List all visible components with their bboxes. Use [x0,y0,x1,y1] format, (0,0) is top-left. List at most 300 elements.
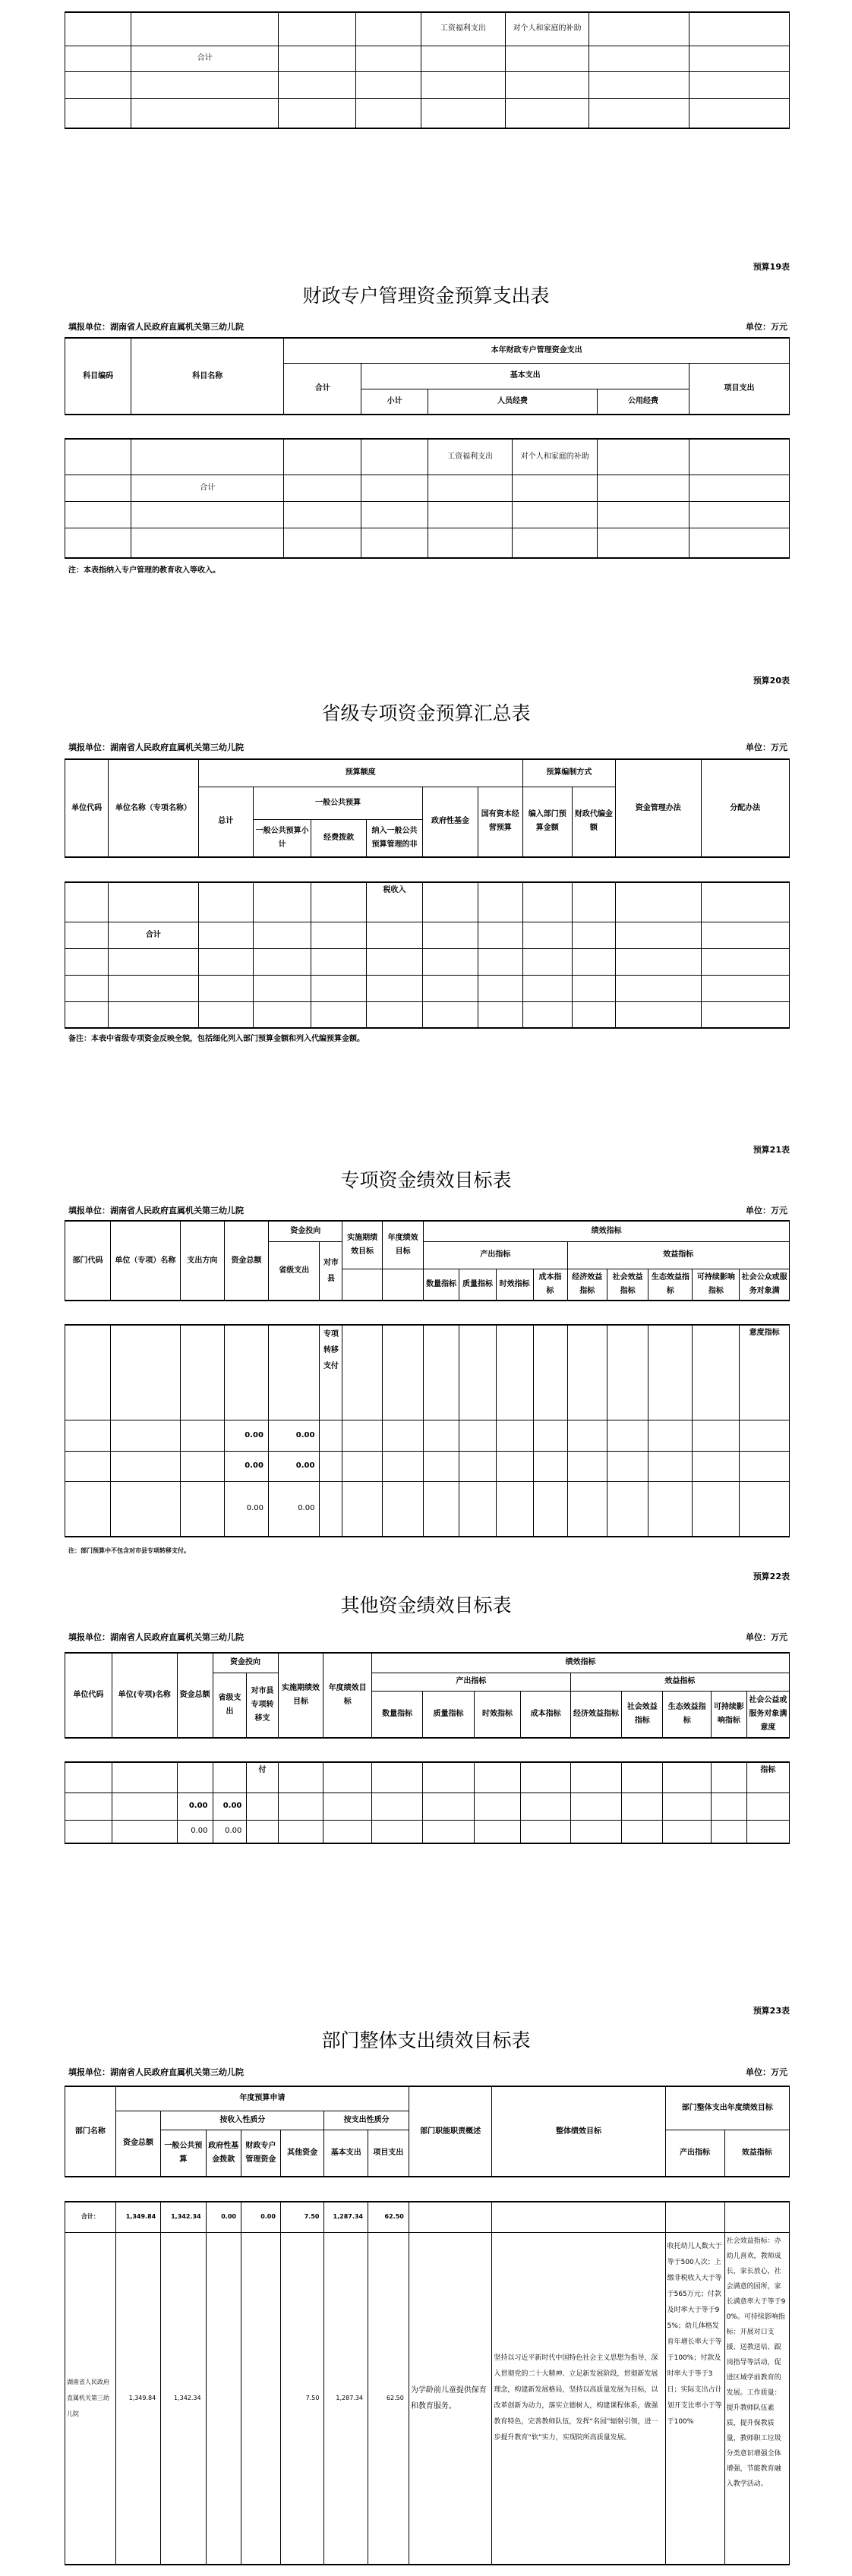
t23-header [65,2086,790,2177]
cell [663,1820,712,1843]
cell [311,922,367,948]
cell [65,948,109,975]
cell [506,98,589,128]
cell [361,501,428,528]
cell [65,528,131,558]
cell [492,2202,665,2232]
cell [615,975,701,1001]
cell [131,439,284,475]
cell [693,1481,740,1537]
col-benefit: 效益指标 [570,1673,789,1691]
cell [701,1001,789,1028]
col-ecological: 生态效益指标 [663,1691,712,1738]
cell [65,46,131,71]
cell [366,922,422,948]
cell [607,1451,648,1481]
cell [361,475,428,501]
currency-unit: 单位：万元 [746,322,787,332]
cell [268,1325,319,1420]
unit-row [68,1204,787,1216]
cell [689,71,789,98]
gov-fund-value: 0.00 [206,2202,241,2232]
cell [701,948,789,975]
cell [110,1451,180,1481]
duty-desc-value: 为学龄前儿童提供保育和教育服务。 [409,2232,492,2565]
cell [689,12,789,46]
cell [572,1001,615,1028]
cell [65,1481,111,1537]
cell [131,98,278,128]
cell [665,2202,724,2232]
cell [198,882,254,922]
basic-expense-value: 1,287.34 [324,2202,368,2232]
cell [254,948,311,975]
t20-header [65,758,790,858]
table-number: 预算20表 [753,676,790,686]
col-unit-name: 单位(专项)名称 [112,1653,177,1738]
cell [423,975,478,1001]
table-number: 预算21表 [753,1145,790,1155]
cell [701,922,789,948]
cell [496,1325,533,1420]
cell [65,475,131,501]
col-unit-code: 单位代码 [65,1653,112,1738]
cell [180,1420,224,1451]
cell [746,1820,789,1843]
cell [342,1481,382,1537]
cell [615,1001,701,1028]
cell [478,1001,522,1028]
cell [689,46,789,71]
prov-expense-value: 0.00 [213,1792,247,1820]
gov-fund-value [206,2232,241,2565]
col-project: 项目支出 [689,363,789,415]
cell [342,1269,382,1301]
filing-unit: 填报单位：湖南省人民政府直属机关第三幼儿院 [68,322,244,332]
cell [342,1451,382,1481]
cell [589,98,689,128]
cell [224,1325,268,1420]
cell [459,1481,497,1537]
filing-unit: 填报单位：湖南省人民政府直属机关第三幼儿院 [68,2067,244,2077]
col-public: 公用经费 [598,389,689,415]
cell [323,1820,372,1843]
cell [65,12,131,46]
cell [522,975,572,1001]
cell [254,1001,311,1028]
col-family-subsidy: 对个人和家庭的补助 [506,12,589,46]
cell [724,2202,789,2232]
cell [65,975,109,1001]
cell [746,1792,789,1820]
col-fund-total: 资金总额 [224,1221,268,1301]
filing-unit: 填报单位：湖南省人民政府直属机关第三幼儿院 [68,743,244,752]
unit-row [68,1631,787,1643]
cell [689,475,789,501]
cell [284,528,361,558]
cell [110,1325,180,1420]
cell [572,882,615,922]
cell [693,1451,740,1481]
cell [356,98,421,128]
page-title: 部门整体支出绩效目标表 [321,2029,531,2051]
cell [109,1001,198,1028]
cell [428,501,513,528]
cell [342,1420,382,1451]
dept-name-value: 湖南省人民政府直属机关第三幼儿院 [65,2232,116,2565]
col-general-subtotal: 一般公共预算小计 [254,819,311,857]
col-fund-total: 资金总额 [115,2111,160,2177]
col-grand-total: 总计 [198,787,254,857]
col-special-account: 财政专户管理资金 [241,2130,280,2177]
cell [570,1762,621,1792]
col-overall-goal: 整体绩效目标 [492,2086,665,2177]
col-timeliness: 时效指标 [496,1269,533,1301]
currency-unit: 单位：万元 [746,1206,787,1215]
total-label: 合计 [131,46,278,71]
col-satisfaction: 社会公益或服务对象满意度 [746,1691,789,1738]
t20-body [65,881,790,1029]
cell [65,71,131,98]
cell [663,1792,712,1820]
cell [423,882,478,922]
cell [112,1762,177,1792]
col-appropriation: 经费拨款 [311,819,367,857]
cell [311,948,367,975]
page-title: 其他资金绩效目标表 [340,1594,512,1616]
col-state-capital: 国有资本经营预算 [478,787,522,857]
col-fund-total: 资金总额 [177,1653,213,1738]
cell [648,1420,693,1451]
col-by-income: 按收入性质分 [161,2111,324,2130]
col-salary: 工资福利支出 [421,12,506,46]
cell [278,12,355,46]
col-name: 科目名称 [131,338,284,415]
col-cost: 成本指标 [533,1269,567,1301]
cell [513,501,598,528]
cell [572,948,615,975]
t21-header [65,1220,790,1301]
col-code: 科目编码 [65,338,131,415]
cell [496,1481,533,1537]
t19-body [65,438,790,559]
cell [598,528,689,558]
col-fund-flow: 资金投向 [213,1653,278,1673]
unit-row [68,2066,787,2078]
cell [65,882,109,922]
col-personnel: 人员经费 [428,389,597,415]
cell [567,1325,607,1420]
cell [474,1820,521,1843]
col-impl-goal: 实施期绩效目标 [278,1653,323,1738]
cell [382,1269,423,1301]
cell [109,975,198,1001]
cell [615,882,701,922]
cell [570,1820,621,1843]
cell [572,975,615,1001]
col-basic-expense: 基本支出 [324,2130,368,2177]
col-by-expense: 按支出性质分 [324,2111,409,2130]
cell [65,501,131,528]
cell [424,1325,459,1420]
col-salary: 工资福利支出 [428,439,513,475]
cell [198,1001,254,1028]
cell [648,1481,693,1537]
cell [522,1001,572,1028]
cell [284,439,361,475]
cell [131,71,278,98]
cell [409,2202,492,2232]
prov-expense-value: 0.00 [268,1451,319,1481]
col-satisfaction-cont: 意度指标 [740,1325,790,1420]
cell [615,922,701,948]
cell [459,1451,497,1481]
prov-expense-value: 0.00 [268,1420,319,1451]
cell [361,528,428,558]
col-unit-name: 单位名称（专项名称） [109,759,198,857]
col-other-fund: 其他资金 [280,2130,324,2177]
prev-table [65,11,790,129]
col-city-county-cont: 专项转移支付 [320,1325,342,1420]
cell [65,98,131,128]
col-cost: 成本指标 [521,1691,570,1738]
cell [284,501,361,528]
col-quantity: 数量指标 [371,1691,422,1738]
cell [701,882,789,922]
table-number: 预算19表 [753,262,790,272]
col-year-goal: 年度绩效目标 [323,1653,372,1738]
table-row [65,2202,790,2232]
cell [371,1762,422,1792]
project-expense-value: 62.50 [368,2202,409,2232]
cell [311,975,367,1001]
cell [740,1451,790,1481]
col-subtotal: 小计 [361,389,428,415]
col-dept-budget: 编入部门预算金额 [522,787,572,857]
cell [567,1481,607,1537]
basic-expense-value: 1,287.34 [324,2232,368,2565]
cell [198,922,254,948]
col-impl-goal: 实施期绩效目标 [342,1221,382,1269]
cell [648,1451,693,1481]
cell [247,1820,278,1843]
col-duty-desc: 部门职能职责概述 [409,2086,491,2177]
cell [278,46,355,71]
page-title: 财政专户管理资金预算支出表 [302,285,550,307]
col-budget-method: 预算编制方式 [522,759,615,787]
general-budget-value: 1,342.34 [161,2232,206,2565]
fund-total-value: 0.00 [224,1451,268,1481]
col-output: 产出指标 [424,1241,567,1269]
cell [423,1001,478,1028]
cell [65,1762,112,1792]
col-basic: 基本支出 [361,363,689,389]
unit-row [68,741,787,753]
fund-total-value: 0.00 [224,1481,268,1537]
cell [65,1420,111,1451]
cell [478,975,522,1001]
cell [598,439,689,475]
cell [213,1762,247,1792]
cell [254,922,311,948]
cell [711,1792,746,1820]
cell [572,922,615,948]
col-fund-mgmt: 资金管理办法 [615,759,701,857]
cell [177,1762,213,1792]
cell [131,528,284,558]
col-annual-apply: 年度预算申请 [115,2086,409,2111]
cell [506,71,589,98]
table-note: 注：本表指纳入专户管理的教育收入等收入。 [68,566,220,575]
cell [522,922,572,948]
cell [311,1001,367,1028]
table-note: 注：部门预算中不包含对市县专项转移支付。 [68,1547,190,1554]
cell [424,1481,459,1537]
cell [496,1420,533,1451]
cell [109,948,198,975]
col-benefit-indicator: 效益指标 [724,2130,789,2177]
cell [693,1420,740,1451]
cell [361,439,428,475]
cell [521,1820,570,1843]
prov-expense-value: 0.00 [268,1481,319,1537]
cell [65,1451,111,1481]
cell [513,528,598,558]
cell [65,1001,109,1028]
cell [689,501,789,528]
total-label: 合计 [109,922,198,948]
cell [65,1820,112,1843]
table-number: 预算22表 [753,1572,790,1581]
cell [589,12,689,46]
cell [496,1451,533,1481]
cell [607,1481,648,1537]
col-annual-goal: 部门整体支出年度绩效目标 [665,2086,789,2130]
unit-row [68,320,787,333]
fund-total-value: 1,349.84 [115,2202,160,2232]
cell [513,475,598,501]
cell [589,46,689,71]
col-direction: 支出方向 [180,1221,224,1301]
cell [342,1325,382,1420]
cell [382,1451,423,1481]
other-fund-value: 7.50 [280,2202,324,2232]
cell [323,1792,372,1820]
cell [356,12,421,46]
col-quantity: 数量指标 [424,1269,459,1301]
cell [320,1420,342,1451]
cell [663,1762,712,1792]
cell [180,1451,224,1481]
cell [567,1420,607,1451]
currency-unit: 单位：万元 [746,1632,787,1642]
cell [65,1792,112,1820]
cell [278,1820,323,1843]
cell [356,46,421,71]
cell [423,1762,474,1792]
cell [65,922,109,948]
col-city-county: 对市县 [320,1241,342,1301]
benefit-indicator-value: 社会效益指标：办幼儿喜欢，教师成长，家长放心，社会满意的园所，家长满意率大于等于90%。可持续影响指标：开展对口支援、送教送培、跟岗指导等活动，促进区域学前教育的发展。工作质量：提升教师队伍素质，提升保教质量，教师职工垃圾分类意识增强全体增强，节能教育融入教学活动。 [724,2232,789,2565]
prov-expense-value: 0.00 [213,1820,247,1843]
col-sustainable: 可持续影响指标 [711,1691,746,1738]
cell [740,1420,790,1451]
t22-body [65,1761,790,1844]
col-city-county-cont: 付 [247,1762,278,1792]
cell [311,882,367,922]
cell [371,1820,422,1843]
cell [366,948,422,975]
cell [65,1325,111,1420]
cell [423,1792,474,1820]
special-account-value: 0.00 [241,2202,280,2232]
col-quality: 质量指标 [423,1691,474,1738]
cell [607,1420,648,1451]
page-title: 专项资金绩效目标表 [340,1169,512,1191]
other-fund-value: 7.50 [280,2232,324,2565]
cell [478,948,522,975]
cell [615,948,701,975]
cell [423,1820,474,1843]
cell [366,975,422,1001]
cell [478,922,522,948]
filing-unit: 填报单位：湖南省人民政府直属机关第三幼儿院 [68,1632,244,1642]
col-economic: 经济效益指标 [567,1269,607,1301]
col-unit-name: 单位（专项）名称 [110,1221,180,1301]
cell [320,1451,342,1481]
cell [622,1820,663,1843]
cell [428,475,513,501]
cell [522,948,572,975]
cell [131,12,278,46]
col-prov-expense: 省级支出 [213,1673,247,1738]
cell [278,1762,323,1792]
col-unit-code: 单位代码 [65,759,109,857]
cell [533,1481,567,1537]
cell [382,1325,423,1420]
cell [521,1792,570,1820]
cell [522,882,572,922]
col-group: 本年财政专户管理资金支出 [284,338,790,363]
cell [421,46,506,71]
cell [478,882,522,922]
fund-total-value: 0.00 [224,1420,268,1451]
col-fin-compiled: 财政代编金额 [572,787,615,857]
fund-total-value: 1,349.84 [115,2232,160,2565]
cell [506,46,589,71]
cell [278,1792,323,1820]
col-gov-fund: 政府性基金拨款 [206,2130,241,2177]
col-ecological: 生态效益指标 [648,1269,693,1301]
cell [284,475,361,501]
cell [428,528,513,558]
cell [589,71,689,98]
cell [421,71,506,98]
general-budget-value: 1,342.34 [161,2202,206,2232]
cell [247,1792,278,1820]
cell [598,475,689,501]
cell [424,1451,459,1481]
table-number: 预算23表 [753,2006,790,2016]
cell [474,1792,521,1820]
cell [424,1420,459,1451]
cell [689,439,789,475]
page-title: 省级专项资金预算汇总表 [321,702,531,724]
col-output-indicator: 产出指标 [665,2130,724,2177]
col-prov-expense: 省级支出 [268,1241,319,1301]
col-dept-name: 部门名称 [65,2086,116,2177]
cell [278,98,355,128]
